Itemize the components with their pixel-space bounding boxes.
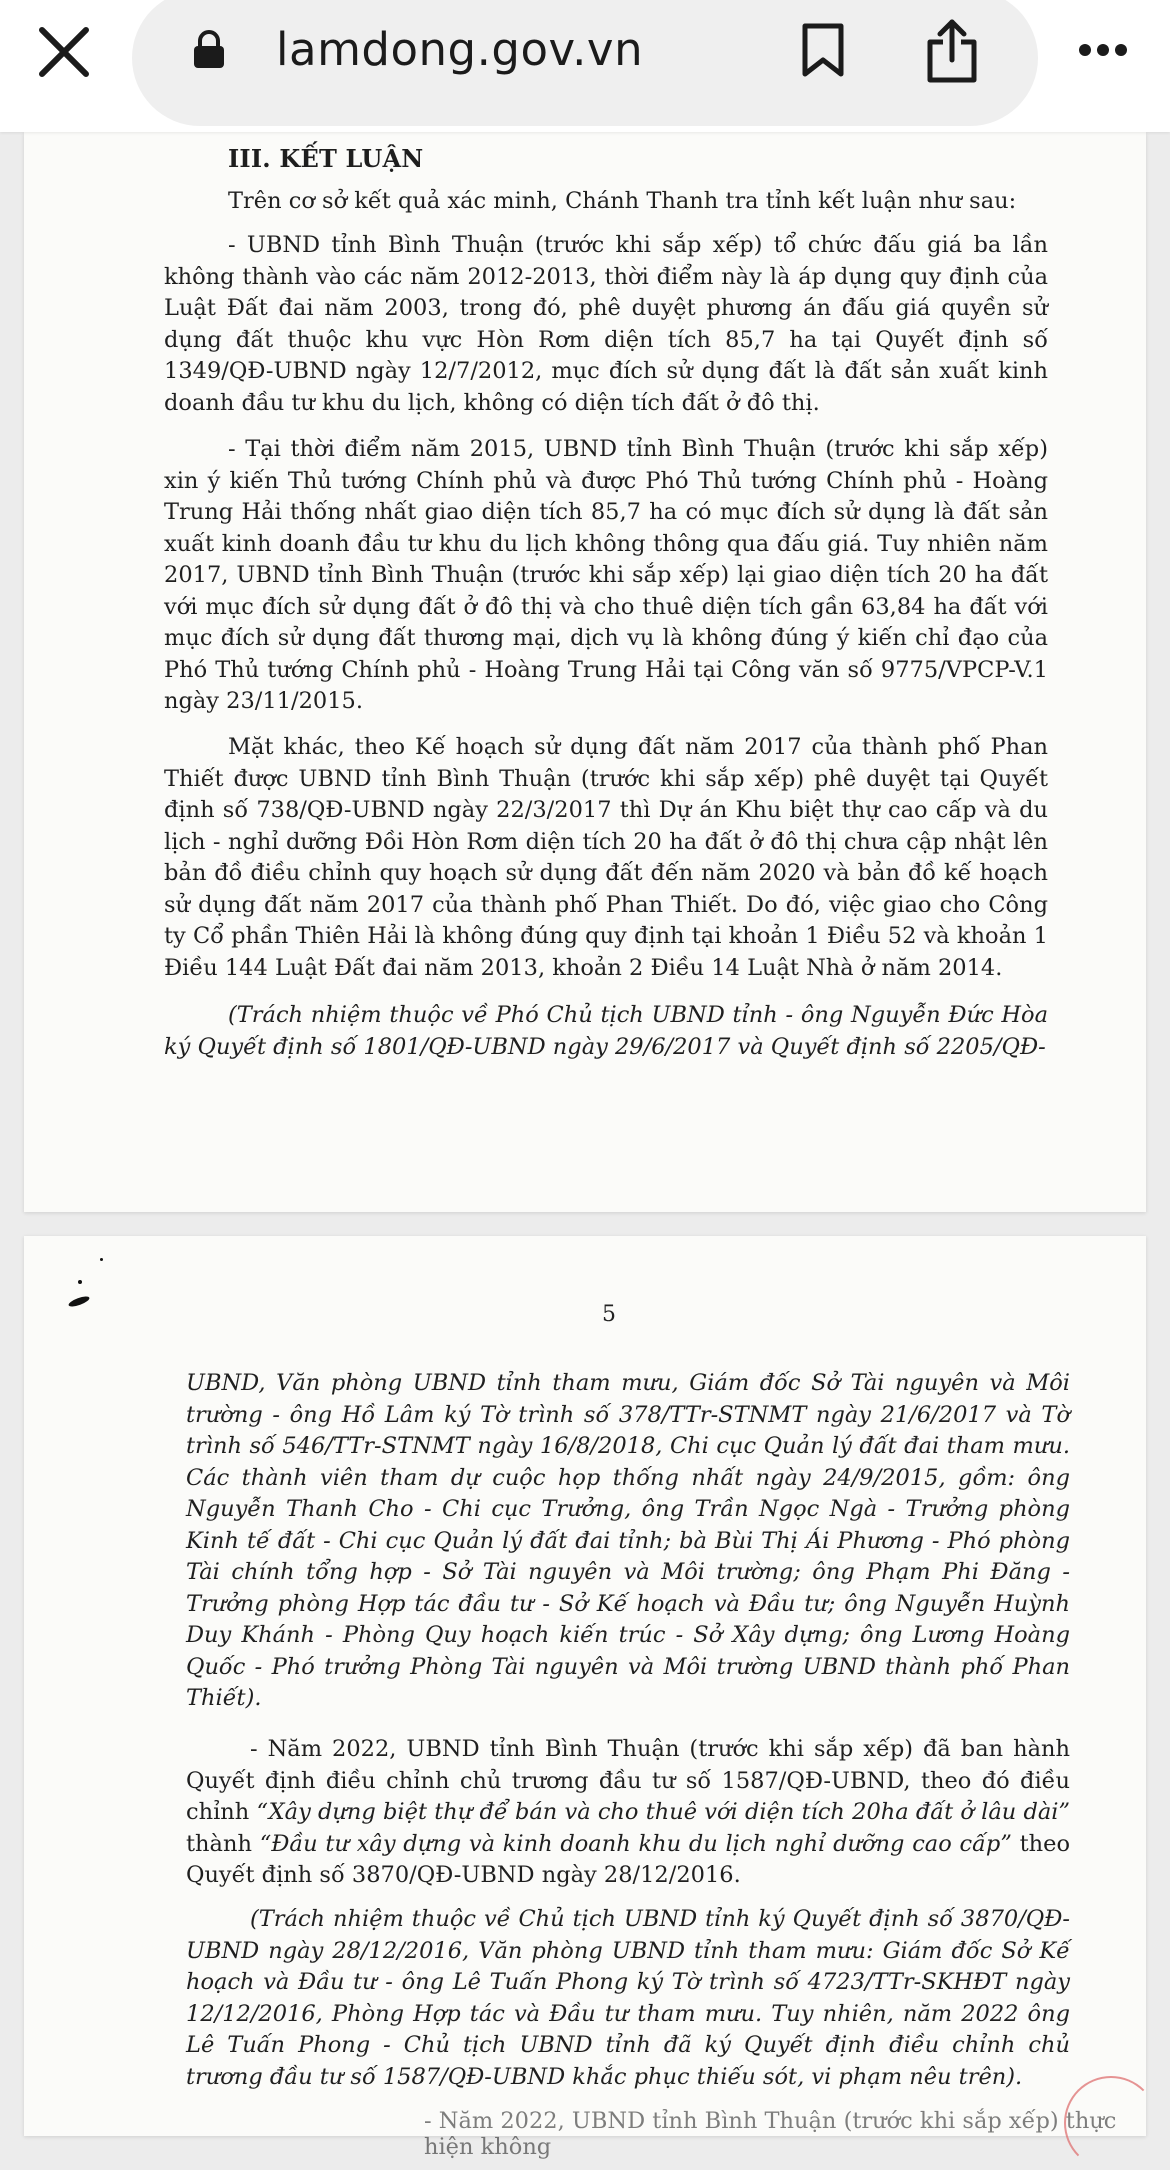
quoted-new-purpose: “Đầu tư xây dựng và kinh doanh khu du lịch nghỉ dưỡng cao cấp”: [259, 1830, 1012, 1857]
paragraph-4-text: - Năm 2022, UBND tỉnh Bình Thuận (trước khi sắp xếp) đã ban hành Quyết định điều chỉnh chủ trương đầu tư số 1587/QĐ-UBND, theo đó điều chỉnh: [186, 1736, 1070, 1825]
paragraph-4-connector: thành: [186, 1830, 252, 1857]
responsibility-note-2: (Trách nhiệm thuộc về Chủ tịch UBND tỉnh ký Quyết định số 3870/QĐ-UBND ngày 28/12/2016, Văn phòng UBND tỉnh tham mưu: Giám đốc Sở Kế hoạch và Đầu tư - ông Lê Tuấn Phong ký Tờ trình số 4723/TTr-SKHĐT ngày 12/12/2016, Phòng Hợp tác và Đầu tư tham mưu. Tuy nhiên, năm 2022 ông Lê Tuấn Phong - Chủ tịch UBND tỉnh đã ký Quyết định điều chỉnh chủ trương đầu tư số 1587/QĐ-UBND khắc phục thiếu sót, vi phạm nêu trên).: [186, 1906, 1070, 2090]
section-heading: III. KẾT LUẬN: [228, 144, 424, 173]
document-page-1[interactable]: [24, 132, 1146, 1212]
document-page-2[interactable]: [24, 1236, 1146, 2160]
conclusion-paragraph-4: [186, 1734, 1070, 1892]
page-number: 5: [602, 1302, 616, 1327]
share-icon[interactable]: [924, 18, 980, 84]
lock-icon: [192, 30, 226, 70]
next-line-partial: - Năm 2022, UBND tỉnh Bình Thuận (trước khi sắp xếp) thực hiện không: [424, 2108, 1117, 2160]
red-seal-mark: [1064, 2076, 1158, 2170]
close-icon[interactable]: [36, 24, 92, 80]
conclusion-paragraph-3: Mặt khác, theo Kế hoạch sử dụng đất năm 2017 của thành phố Phan Thiết được UBND tỉnh Bình Thuận (trước khi sắp xếp) phê duyệt tại Quyết định số 738/QĐ-UBND ngày 22/3/2017 thì Dự án Khu biệt thự cao cấp và du lịch - nghỉ dưỡng Đồi Hòn Rơm diện tích 20 ha đất ở đô thị chưa cập nhật lên bản đồ điều chỉnh quy hoạch sử dụng đất đến năm 2020 và bản đồ kế hoạch sử dụng đất năm 2017 của thành phố Phan Thiết. Do đó, việc giao cho Công ty Cổ phần Thiên Hải là không đúng quy định tại khoản 1 Điều 52 và khoản 1 Điều 144 Luật Đất đai năm 2013, khoản 2 Điều 14 Luật Nhà ở năm 2014.: [164, 734, 1048, 981]
url-text[interactable]: lamdong.gov.vn: [276, 23, 644, 76]
more-icon[interactable]: [1078, 42, 1128, 56]
scan-speck: [78, 1280, 82, 1284]
scan-speck: [67, 1294, 90, 1308]
scan-speck: [100, 1258, 103, 1261]
paragraph-4-tail: theo Quyết định số 3870/QĐ-UBND ngày 28/12/2016.: [186, 1830, 1071, 1888]
browser-toolbar: [0, 0, 1170, 132]
responsibility-note-1: (Trách nhiệm thuộc về Phó Chủ tịch UBND tỉnh - ông Nguyễn Đức Hòa ký Quyết định số 1801/QĐ-UBND ngày 29/6/2017 và Quyết định số 2205/QĐ-: [164, 1002, 1048, 1060]
conclusion-paragraph-2: - Tại thời điểm năm 2015, UBND tỉnh Bình Thuận (trước khi sắp xếp) xin ý kiến Thủ tướng Chính phủ và được Phó Thủ tướng Chính phủ - Hoàng Trung Hải thống nhất giao diện tích 85,7 ha có mục đích sử dụng là đất sản xuất kinh doanh đầu tư khu du lịch không thông qua đấu giá. Tuy nhiên năm 2017, UBND tỉnh Bình Thuận (trước khi sắp xếp) lại giao diện tích 20 ha đất với mục đích sử dụng đất ở đô thị và cho thuê diện tích gần 63,84 ha đất với mục đích sử dụng đất thương mại, dịch vụ là không đúng ý kiến chỉ đạo của Phó Thủ tướng Chính phủ - Hoàng Trung Hải tại Công văn số 9775/VPCP-V.1 ngày 23/11/2015.: [164, 436, 1048, 714]
bookmark-icon[interactable]: [800, 22, 846, 78]
intro-paragraph: Trên cơ sở kết quả xác minh, Chánh Thanh tra tỉnh kết luận như sau:: [228, 188, 1017, 214]
conclusion-paragraph-1: - UBND tỉnh Bình Thuận (trước khi sắp xếp) tổ chức đấu giá ba lần không thành vào các năm 2012-2013, thời điểm này là áp dụng quy định của Luật Đất đai năm 2003, trong đó, phê duyệt phương án đấu giá quyền sử dụng đất thuộc khu vực Hòn Rơm diện tích 85,7 ha tại Quyết định số 1349/QĐ-UBND ngày 12/7/2012, mục đích sử dụng đất là đất sản xuất kinh doanh đầu tư khu du lịch, không có diện tích đất ở đô thị.: [164, 232, 1048, 416]
responsibility-note-1-continued: UBND, Văn phòng UBND tỉnh tham mưu, Giám đốc Sở Tài nguyên và Môi trường - ông Hồ Lâm ký Tờ trình số 378/TTr-STNMT ngày 21/6/2017 và Tờ trình số 546/TTr-STNMT ngày 16/8/2018, Chi cục Quản lý đất đai tham mưu. Các thành viên tham dự cuộc họp thống nhất ngày 24/9/2015, gồm: ông Nguyễn Thanh Cho - Chi cục Trưởng, ông Trần Ngọc Ngà - Trưởng phòng Kinh tế đất - Chi cục Quản lý đất đai tỉnh; bà Bùi Thị Ái Phương - Phó phòng Tài chính tổng hợp - Sở Tài nguyên và Môi trường; ông Phạm Phi Đăng - Trưởng phòng Hợp tác đầu tư - Sở Kế hoạch và Đầu tư; ông Nguyễn Huỳnh Duy Khánh - Phòng Quy hoạch kiến trúc - Sở Xây dựng; ông Lương Hoàng Quốc - Phó trưởng Phòng Tài nguyên và Môi trường UBND thành phố Phan Thiết).: [186, 1370, 1070, 1711]
quoted-original-purpose: “Xây dựng biệt thự để bán và cho thuê với diện tích 20ha đất ở lâu dài”: [256, 1799, 1070, 1825]
